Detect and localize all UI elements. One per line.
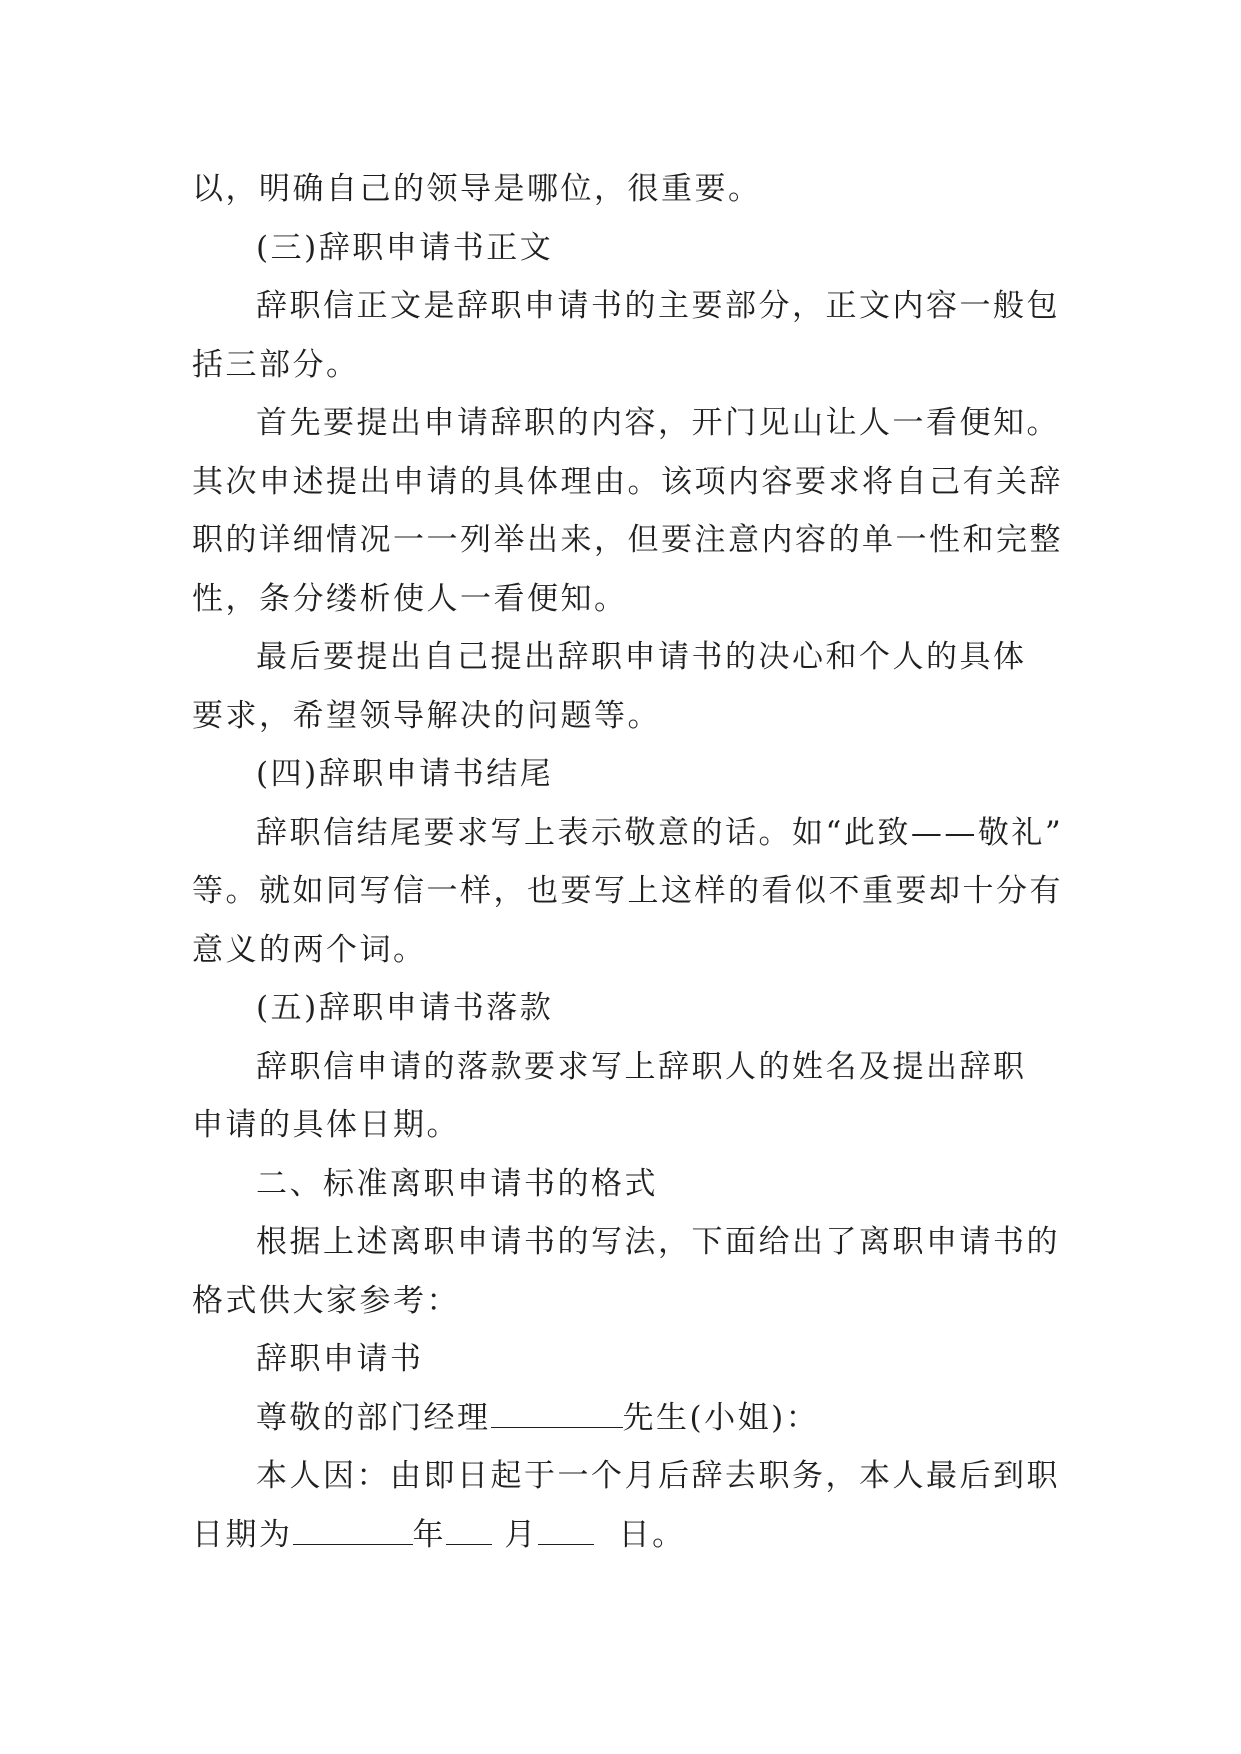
paragraph-line: 括三部分。 bbox=[192, 346, 360, 383]
section-heading-body: (三)辞职申请书正文 bbox=[256, 229, 554, 266]
paragraph-line: 辞职信申请的落款要求写上辞职人的姓名及提出辞职 bbox=[256, 1048, 1027, 1085]
paragraph-line: 辞职信结尾要求写上表示敬意的话。如“此致——敬礼” bbox=[256, 814, 1064, 851]
paragraph-line: 职的详细情况一一列举出来，但要注意内容的单一性和完整 bbox=[192, 522, 1063, 558]
section-heading-format: 二、标准离职申请书的格式 bbox=[256, 1165, 658, 1202]
month-blank bbox=[446, 1514, 492, 1545]
paragraph-line: 首先要提出申请辞职的内容，开门见山让人一看便知。 bbox=[256, 405, 1060, 441]
paragraph-line: 以，明确自己的领导是哪位，很重要。 bbox=[192, 171, 762, 207]
paragraph-line: 其次申述提出申请的具体理由。该项内容要求将自己有关辞 bbox=[192, 463, 1063, 500]
section-heading-signature: (五)辞职申请书落款 bbox=[256, 990, 554, 1026]
paragraph-line: 根据上述离职申请书的写法，下面给出了离职申请书的 bbox=[256, 1224, 1060, 1260]
paragraph-line: 辞职信正文是辞职申请书的主要部分，正文内容一般包 bbox=[256, 288, 1060, 324]
year-blank bbox=[293, 1514, 413, 1545]
paragraph-line: 本人因：由即日起于一个月后辞去职务，本人最后到职 bbox=[256, 1458, 1060, 1494]
name-blank bbox=[491, 1397, 623, 1428]
date-prefix: 日期为 bbox=[192, 1516, 293, 1553]
day-label: 日。 bbox=[618, 1516, 686, 1553]
paragraph-line: 意义的两个词。 bbox=[192, 931, 427, 968]
paragraph-line: 性，条分缕析使人一看便知。 bbox=[192, 580, 628, 617]
section-heading-closing: (四)辞职申请书结尾 bbox=[256, 756, 554, 792]
day-blank bbox=[538, 1514, 594, 1545]
paragraph-line: 要求，希望领导解决的问题等。 bbox=[192, 697, 661, 734]
salutation-suffix: 先生(小姐)： bbox=[622, 1399, 820, 1436]
paragraph-line: 最后要提出自己提出辞职申请书的决心和个人的具体 bbox=[256, 639, 1027, 675]
template-date-line bbox=[192, 1506, 1052, 1565]
document-body bbox=[192, 160, 1064, 1564]
paragraph-line: 申请的具体日期。 bbox=[192, 1107, 460, 1143]
template-title: 辞职申请书 bbox=[256, 1341, 424, 1377]
year-label: 年 bbox=[412, 1516, 446, 1553]
paragraph-line: 格式供大家参考： bbox=[192, 1282, 460, 1319]
month-label: 月 bbox=[504, 1516, 538, 1553]
template-salutation bbox=[192, 1389, 1052, 1448]
paragraph-line: 等。就如同写信一样，也要写上这样的看似不重要却十分有 bbox=[192, 873, 1063, 909]
salutation-prefix: 尊敬的部门经理 bbox=[256, 1399, 491, 1436]
